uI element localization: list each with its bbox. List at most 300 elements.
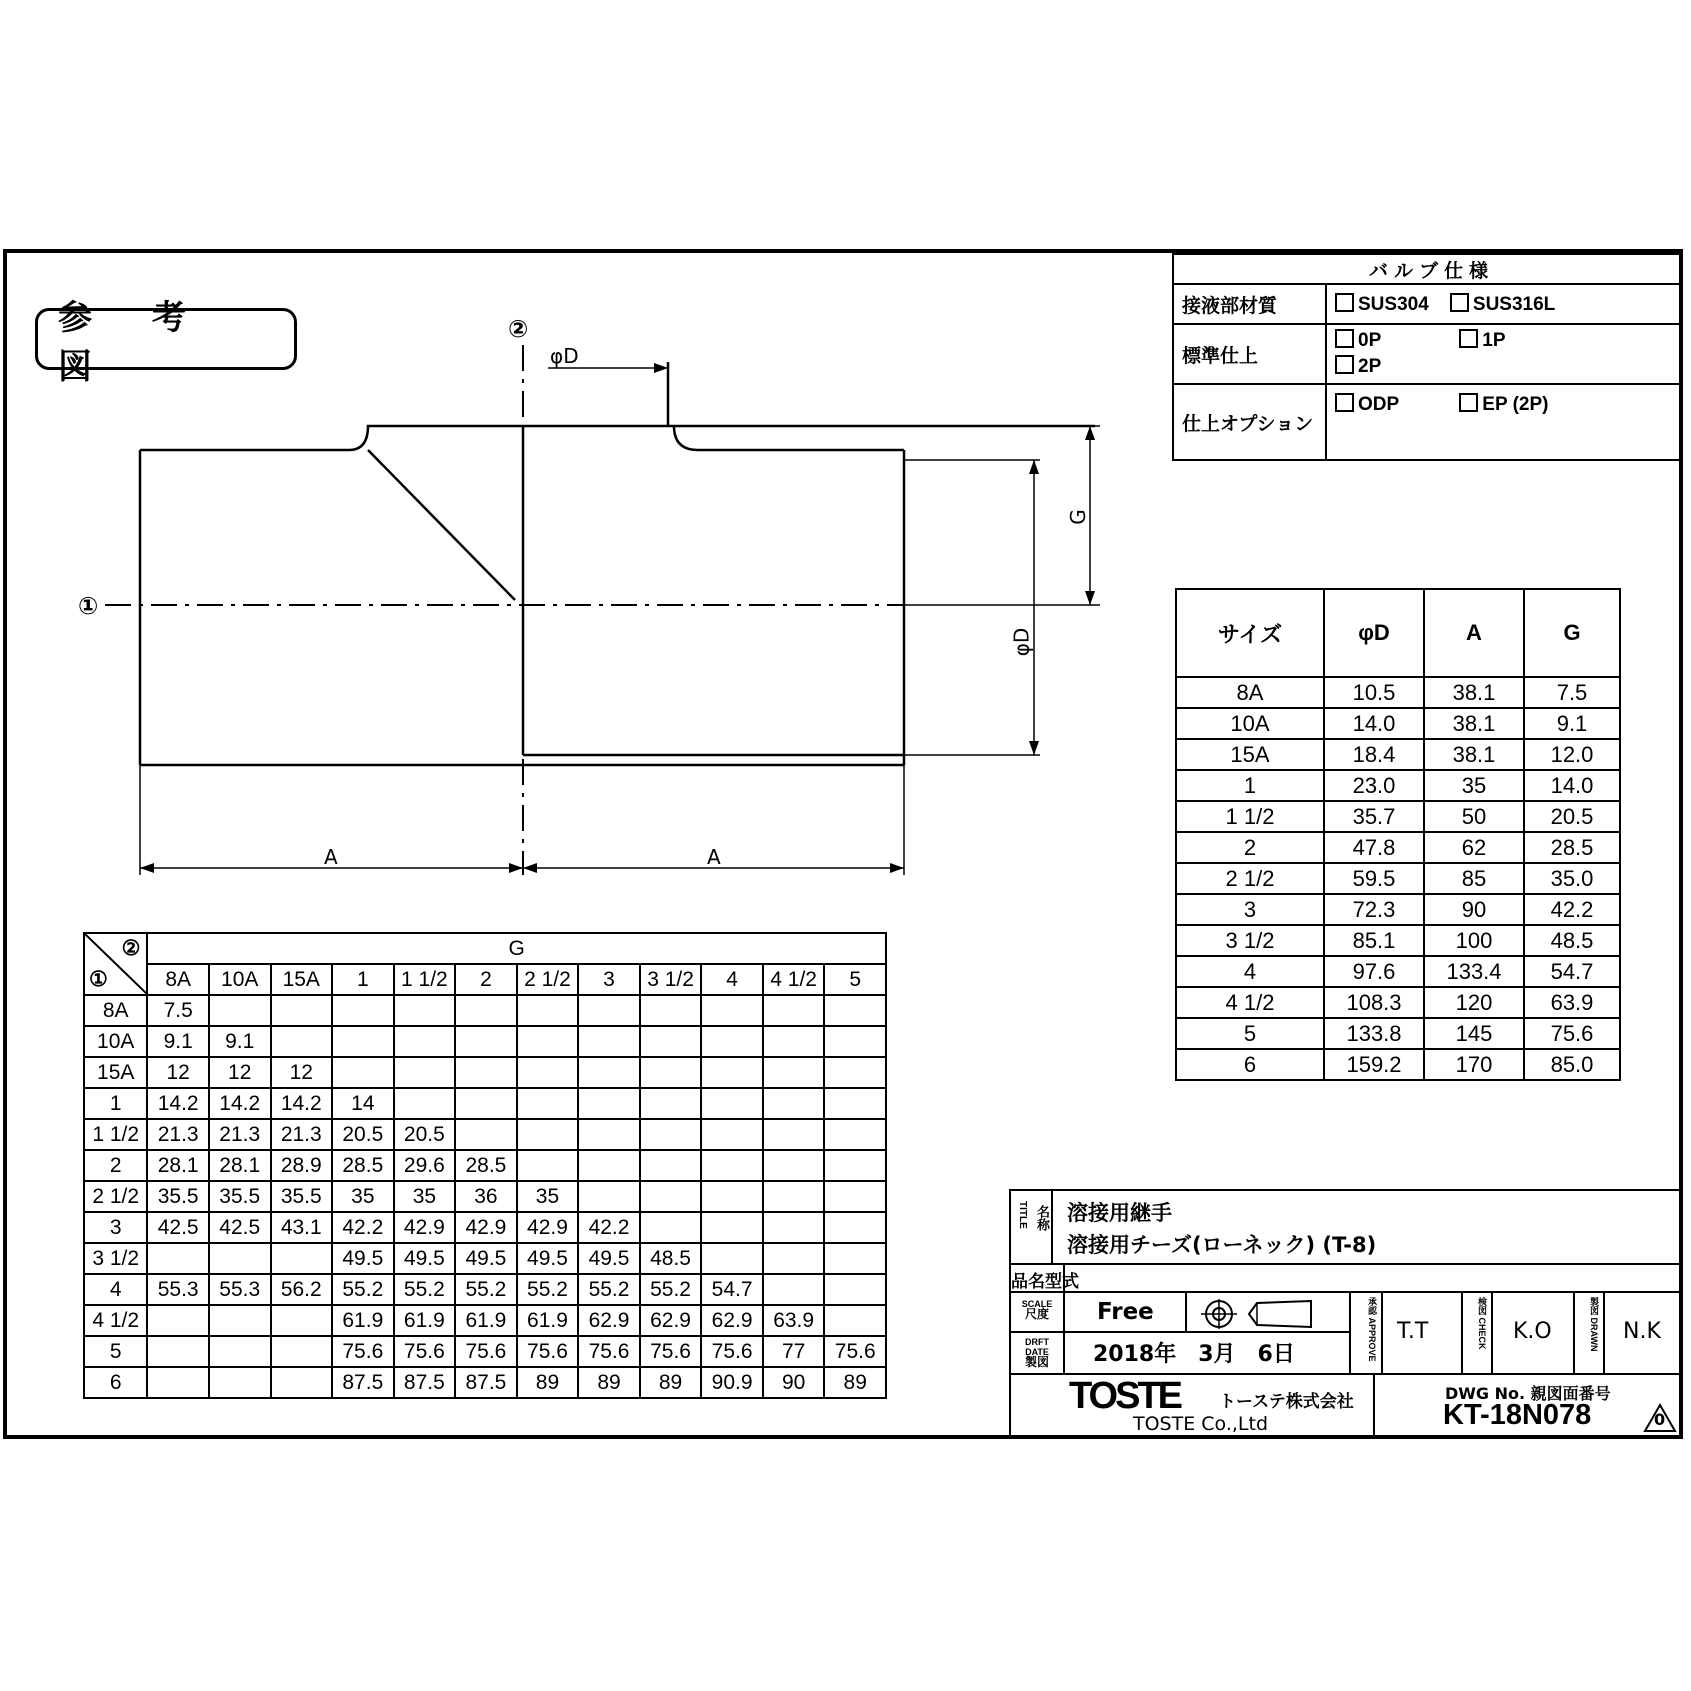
g-cell xyxy=(824,1305,886,1336)
title-line1: 溶接用継手 xyxy=(1067,1201,1172,1225)
g-cell: 35.5 xyxy=(209,1181,271,1212)
size-cell: 42.2 xyxy=(1524,894,1620,925)
g-row-label: 6 xyxy=(84,1367,147,1398)
size-cell: 38.1 xyxy=(1424,739,1524,770)
g-cell: 62.9 xyxy=(701,1305,763,1336)
size-cell: 6 xyxy=(1176,1049,1324,1080)
g-cell: 9.1 xyxy=(147,1026,209,1057)
g-cell: 12 xyxy=(209,1057,271,1088)
size-cell: 9.1 xyxy=(1524,708,1620,739)
g-cell xyxy=(763,995,825,1026)
size-cell: 85.1 xyxy=(1324,925,1424,956)
dwg-number: KT-18N078 xyxy=(1443,1399,1592,1431)
size-row xyxy=(1176,770,1620,801)
g-cell xyxy=(517,1057,579,1088)
g-cell xyxy=(209,1243,271,1274)
size-cell: 133.4 xyxy=(1424,956,1524,987)
size-header: A xyxy=(1424,589,1524,677)
g-cell: 29.6 xyxy=(394,1150,456,1181)
g-cell xyxy=(271,1243,333,1274)
g-cell: 21.3 xyxy=(147,1119,209,1150)
spec-options-material: SUS304 SUS316L xyxy=(1326,284,1682,324)
g-cell xyxy=(701,1181,763,1212)
size-row xyxy=(1176,925,1620,956)
size-cell: 159.2 xyxy=(1324,1049,1424,1080)
g-cell: 55.2 xyxy=(640,1274,702,1305)
g-cell xyxy=(640,1057,702,1088)
size-cell: 4 xyxy=(1176,956,1324,987)
g-cell xyxy=(517,1119,579,1150)
g-column-header: 15A xyxy=(271,964,333,995)
g-cell xyxy=(640,1181,702,1212)
size-cell: 133.8 xyxy=(1324,1018,1424,1049)
g-cell xyxy=(517,1088,579,1119)
size-cell: 8A xyxy=(1176,677,1324,708)
g-cell xyxy=(578,1057,640,1088)
G-dim-label: G xyxy=(1065,509,1090,525)
size-cell: 15A xyxy=(1176,739,1324,770)
g-cell xyxy=(455,1119,517,1150)
projection-symbol-icon xyxy=(1201,1299,1321,1329)
size-cell: 14.0 xyxy=(1524,770,1620,801)
size-cell: 170 xyxy=(1424,1049,1524,1080)
size-cell: 50 xyxy=(1424,801,1524,832)
g-cell: 48.5 xyxy=(640,1243,702,1274)
g-column-header: 2 1/2 xyxy=(517,964,579,995)
g-row xyxy=(84,1181,886,1212)
reference-label: 参 考 図 xyxy=(35,308,297,370)
g-row xyxy=(84,1243,886,1274)
g-cell: 14.2 xyxy=(209,1088,271,1119)
axis1-label: ① xyxy=(78,592,99,620)
phiD-top-label: φD xyxy=(550,344,579,368)
date-tag: DRFT DATE 製図 xyxy=(1024,1337,1049,1369)
g-cell xyxy=(824,1243,886,1274)
g-cell: 35 xyxy=(332,1181,394,1212)
g-cell xyxy=(763,1212,825,1243)
g-cell xyxy=(824,995,886,1026)
g-cell: 28.5 xyxy=(455,1150,517,1181)
g-cell: 90.9 xyxy=(701,1367,763,1398)
g-cell xyxy=(394,1057,456,1088)
size-cell: 5 xyxy=(1176,1018,1324,1049)
size-cell: 59.5 xyxy=(1324,863,1424,894)
g-cell: 28.1 xyxy=(147,1150,209,1181)
spec-label-option: 仕上オプション xyxy=(1173,384,1326,460)
g-cell: 14.2 xyxy=(271,1088,333,1119)
g-row-label: 4 1/2 xyxy=(84,1305,147,1336)
g-cell: 7.5 xyxy=(147,995,209,1026)
g-cell xyxy=(455,995,517,1026)
title-tag: TITLE xyxy=(1017,1201,1028,1229)
g-cell: 55.2 xyxy=(578,1274,640,1305)
g-cell: 55.2 xyxy=(517,1274,579,1305)
checkbox-icon[interactable] xyxy=(1335,355,1354,374)
g-cell: 90 xyxy=(763,1367,825,1398)
size-cell: 85 xyxy=(1424,863,1524,894)
size-cell: 72.3 xyxy=(1324,894,1424,925)
size-cell: 23.0 xyxy=(1324,770,1424,801)
g-cell xyxy=(147,1336,209,1367)
g-cell xyxy=(455,1088,517,1119)
size-header: G xyxy=(1524,589,1620,677)
g-cell: 49.5 xyxy=(394,1243,456,1274)
g-row-label: 1 1/2 xyxy=(84,1119,147,1150)
size-cell: 12.0 xyxy=(1524,739,1620,770)
g-cell xyxy=(701,1150,763,1181)
g-group-header: G xyxy=(147,933,886,964)
size-header: φD xyxy=(1324,589,1424,677)
g-cell xyxy=(763,1057,825,1088)
g-row xyxy=(84,1336,886,1367)
g-cell: 21.3 xyxy=(271,1119,333,1150)
size-cell: 85.0 xyxy=(1524,1049,1620,1080)
g-cell: 75.6 xyxy=(455,1336,517,1367)
g-cell xyxy=(332,995,394,1026)
g-cell xyxy=(147,1243,209,1274)
checkbox-icon[interactable] xyxy=(1459,329,1478,348)
g-cell: 75.6 xyxy=(824,1336,886,1367)
g-cell: 75.6 xyxy=(640,1336,702,1367)
g-cell: 75.6 xyxy=(394,1336,456,1367)
g-cell: 49.5 xyxy=(455,1243,517,1274)
g-cell xyxy=(578,1088,640,1119)
g-row-label: 4 xyxy=(84,1274,147,1305)
size-cell: 38.1 xyxy=(1424,708,1524,739)
g-cell xyxy=(701,995,763,1026)
g-cell xyxy=(824,1150,886,1181)
g-cell: 28.1 xyxy=(209,1150,271,1181)
size-cell: 35 xyxy=(1424,770,1524,801)
spec-options-option: ODP EP (2P) xyxy=(1326,384,1682,460)
g-cell: 14.2 xyxy=(147,1088,209,1119)
scale-value: Free xyxy=(1097,1299,1154,1325)
g-column-header: 10A xyxy=(209,964,271,995)
valve-spec-table xyxy=(1172,253,1683,461)
g-cell xyxy=(578,1119,640,1150)
g-row-label: 8A xyxy=(84,995,147,1026)
size-cell: 14.0 xyxy=(1324,708,1424,739)
g-column-header: 1 xyxy=(332,964,394,995)
size-cell: 3 1/2 xyxy=(1176,925,1324,956)
size-cell: 75.6 xyxy=(1524,1018,1620,1049)
g-cell xyxy=(824,1212,886,1243)
g-cell: 49.5 xyxy=(578,1243,640,1274)
g-cell: 42.5 xyxy=(147,1212,209,1243)
g-cell xyxy=(763,1181,825,1212)
g-cell: 63.9 xyxy=(763,1305,825,1336)
g-column-header: 4 1/2 xyxy=(763,964,825,995)
scale-tag: SCALE 尺度 xyxy=(1021,1299,1053,1321)
g-cell xyxy=(209,1336,271,1367)
check-value: K.O xyxy=(1513,1319,1552,1344)
g-cell xyxy=(517,1026,579,1057)
g-cell: 36 xyxy=(455,1181,517,1212)
size-cell: 1 xyxy=(1176,770,1324,801)
size-row xyxy=(1176,987,1620,1018)
g-cell xyxy=(209,1367,271,1398)
g-row-label: 2 1/2 xyxy=(84,1181,147,1212)
g-cell xyxy=(824,1026,886,1057)
g-column-header: 4 xyxy=(701,964,763,995)
g-cell: 21.3 xyxy=(209,1119,271,1150)
size-row xyxy=(1176,708,1620,739)
size-row xyxy=(1176,832,1620,863)
g-cell: 55.3 xyxy=(209,1274,271,1305)
g-cell xyxy=(147,1367,209,1398)
g-cell: 55.2 xyxy=(394,1274,456,1305)
g-row xyxy=(84,1026,886,1057)
g-cell: 20.5 xyxy=(394,1119,456,1150)
g-cell xyxy=(147,1305,209,1336)
g-cell: 12 xyxy=(271,1057,333,1088)
g-cell xyxy=(332,1026,394,1057)
revision-value: 0 xyxy=(1654,1410,1666,1429)
size-cell: 10A xyxy=(1176,708,1324,739)
g-cell xyxy=(640,1150,702,1181)
checkbox-icon[interactable] xyxy=(1335,293,1354,312)
g-cell xyxy=(763,1119,825,1150)
g-row-label: 3 xyxy=(84,1212,147,1243)
size-cell: 4 1/2 xyxy=(1176,987,1324,1018)
g-cell: 42.9 xyxy=(455,1212,517,1243)
g-cell: 42.2 xyxy=(332,1212,394,1243)
g-cell xyxy=(701,1088,763,1119)
g-cell: 35.5 xyxy=(271,1181,333,1212)
g-cell: 89 xyxy=(517,1367,579,1398)
size-cell: 7.5 xyxy=(1524,677,1620,708)
size-cell: 10.5 xyxy=(1324,677,1424,708)
g-cell: 35.5 xyxy=(147,1181,209,1212)
spec-label-material: 接液部材質 xyxy=(1173,284,1326,324)
valve-spec-title: バルブ仕様 xyxy=(1173,254,1682,284)
g-cell: 89 xyxy=(824,1367,886,1398)
g-cell xyxy=(701,1212,763,1243)
g-cell: 75.6 xyxy=(332,1336,394,1367)
phiD-side-label: φD xyxy=(1009,627,1034,657)
g-cell xyxy=(271,995,333,1026)
g-cell xyxy=(763,1150,825,1181)
g-cell: 62.9 xyxy=(640,1305,702,1336)
checkbox-icon[interactable] xyxy=(1450,293,1469,312)
g-cell: 9.1 xyxy=(209,1026,271,1057)
g-cell: 55.3 xyxy=(147,1274,209,1305)
size-row xyxy=(1176,1018,1620,1049)
g-cell: 55.2 xyxy=(332,1274,394,1305)
g-cell: 55.2 xyxy=(455,1274,517,1305)
g-cell xyxy=(578,1026,640,1057)
g-cell: 75.6 xyxy=(517,1336,579,1367)
g-cell xyxy=(209,995,271,1026)
title-tag-jp: 名称 xyxy=(1035,1205,1050,1231)
g-cell: 89 xyxy=(640,1367,702,1398)
g-cell: 28.9 xyxy=(271,1150,333,1181)
spec-label-finish: 標準仕上 xyxy=(1173,324,1326,384)
g-row xyxy=(84,1150,886,1181)
size-cell: 63.9 xyxy=(1524,987,1620,1018)
A-right-label: A xyxy=(707,845,721,869)
model-label: 品名型式 xyxy=(1011,1272,1079,1292)
date-value: 2018年 3月 6日 xyxy=(1093,1342,1295,1367)
g-cell xyxy=(763,1088,825,1119)
checkbox-icon[interactable] xyxy=(1335,393,1354,412)
company-en: TOSTE Co.,Ltd xyxy=(1133,1413,1269,1435)
g-cell: 87.5 xyxy=(455,1367,517,1398)
g-cell: 28.5 xyxy=(332,1150,394,1181)
g-row-label: 5 xyxy=(84,1336,147,1367)
g-cell xyxy=(271,1367,333,1398)
g-cell xyxy=(640,1026,702,1057)
g-column-header: 1 1/2 xyxy=(394,964,456,995)
g-cell xyxy=(517,1150,579,1181)
g-row xyxy=(84,1088,886,1119)
g-table-corner xyxy=(84,933,147,995)
dwg-label: DWG No. 親図面番号 xyxy=(1445,1384,1611,1403)
g-table xyxy=(83,932,887,1399)
title-line2: 溶接用チーズ(ローネック) (T-8) xyxy=(1067,1233,1377,1257)
g-cell xyxy=(394,1026,456,1057)
axis2-label: ② xyxy=(508,315,529,343)
g-cell xyxy=(271,1305,333,1336)
size-table xyxy=(1175,588,1621,1081)
size-cell: 62 xyxy=(1424,832,1524,863)
size-row xyxy=(1176,739,1620,770)
g-cell xyxy=(394,1088,456,1119)
title-block xyxy=(1009,1189,1683,1437)
g-cell: 42.5 xyxy=(209,1212,271,1243)
g-column-header: 2 xyxy=(455,964,517,995)
g-cell xyxy=(640,1088,702,1119)
g-cell xyxy=(271,1026,333,1057)
g-cell xyxy=(517,995,579,1026)
corner-left-label: ① xyxy=(89,968,108,991)
g-cell: 77 xyxy=(763,1336,825,1367)
g-cell xyxy=(763,1026,825,1057)
A-left-label: A xyxy=(324,845,338,869)
size-cell: 20.5 xyxy=(1524,801,1620,832)
g-cell xyxy=(640,995,702,1026)
g-cell xyxy=(701,1026,763,1057)
g-cell xyxy=(763,1243,825,1274)
approve-tag: 承認 APPROVE xyxy=(1367,1297,1377,1362)
size-row xyxy=(1176,894,1620,925)
g-row-label: 1 xyxy=(84,1088,147,1119)
size-cell: 2 1/2 xyxy=(1176,863,1324,894)
checkbox-icon[interactable] xyxy=(1459,393,1478,412)
size-cell: 28.5 xyxy=(1524,832,1620,863)
check-tag: 検図 CHECK xyxy=(1477,1297,1487,1350)
size-row xyxy=(1176,956,1620,987)
g-column-header: 3 xyxy=(578,964,640,995)
size-cell: 100 xyxy=(1424,925,1524,956)
size-row xyxy=(1176,863,1620,894)
g-column-header: 5 xyxy=(824,964,886,995)
g-cell xyxy=(578,1181,640,1212)
size-cell: 38.1 xyxy=(1424,677,1524,708)
g-row xyxy=(84,1274,886,1305)
g-cell xyxy=(394,995,456,1026)
checkbox-icon[interactable] xyxy=(1335,329,1354,348)
g-cell xyxy=(701,1057,763,1088)
g-cell: 42.2 xyxy=(578,1212,640,1243)
size-header: サイズ xyxy=(1176,589,1324,677)
g-cell xyxy=(701,1243,763,1274)
g-cell: 61.9 xyxy=(455,1305,517,1336)
drawn-value: N.K xyxy=(1623,1319,1661,1344)
g-cell xyxy=(455,1057,517,1088)
g-cell xyxy=(824,1057,886,1088)
g-row xyxy=(84,1367,886,1398)
g-cell: 20.5 xyxy=(332,1119,394,1150)
g-cell: 35 xyxy=(394,1181,456,1212)
size-cell: 1 1/2 xyxy=(1176,801,1324,832)
drawn-tag: 製図 DRAWN xyxy=(1589,1297,1599,1352)
g-cell: 54.7 xyxy=(701,1274,763,1305)
g-cell: 87.5 xyxy=(332,1367,394,1398)
g-cell xyxy=(455,1026,517,1057)
tee-upper-right xyxy=(674,426,904,450)
size-cell: 35.7 xyxy=(1324,801,1424,832)
g-cell: 42.9 xyxy=(394,1212,456,1243)
size-row xyxy=(1176,1049,1620,1080)
size-cell: 47.8 xyxy=(1324,832,1424,863)
g-row-label: 10A xyxy=(84,1026,147,1057)
g-cell: 62.9 xyxy=(578,1305,640,1336)
size-cell: 3 xyxy=(1176,894,1324,925)
approve-value: T.T xyxy=(1397,1319,1429,1344)
spec-options-finish: 0P 1P 2P xyxy=(1326,324,1682,384)
g-cell: 35 xyxy=(517,1181,579,1212)
g-cell xyxy=(701,1119,763,1150)
size-cell: 97.6 xyxy=(1324,956,1424,987)
tee-outline xyxy=(140,426,1095,450)
g-cell xyxy=(763,1274,825,1305)
size-cell: 90 xyxy=(1424,894,1524,925)
g-cell: 14 xyxy=(332,1088,394,1119)
g-cell xyxy=(824,1119,886,1150)
g-cell: 75.6 xyxy=(701,1336,763,1367)
size-row xyxy=(1176,677,1620,708)
size-row xyxy=(1176,801,1620,832)
g-cell: 61.9 xyxy=(394,1305,456,1336)
g-row-label: 15A xyxy=(84,1057,147,1088)
g-row-label: 3 1/2 xyxy=(84,1243,147,1274)
g-row xyxy=(84,1057,886,1088)
size-cell: 120 xyxy=(1424,987,1524,1018)
g-row xyxy=(84,1119,886,1150)
company-jp: トーステ株式会社 xyxy=(1219,1392,1354,1412)
g-cell xyxy=(578,1150,640,1181)
g-cell xyxy=(824,1181,886,1212)
g-cell xyxy=(640,1212,702,1243)
g-row xyxy=(84,995,886,1026)
g-cell: 42.9 xyxy=(517,1212,579,1243)
g-column-header: 3 1/2 xyxy=(640,964,702,995)
g-row xyxy=(84,1305,886,1336)
g-cell: 87.5 xyxy=(394,1367,456,1398)
size-cell: 2 xyxy=(1176,832,1324,863)
g-cell xyxy=(824,1274,886,1305)
g-row xyxy=(84,1212,886,1243)
g-cell: 89 xyxy=(578,1367,640,1398)
g-cell xyxy=(271,1336,333,1367)
g-cell xyxy=(332,1057,394,1088)
g-cell xyxy=(640,1119,702,1150)
company-logo: TOSTE xyxy=(1069,1375,1180,1417)
g-cell: 49.5 xyxy=(517,1243,579,1274)
g-cell xyxy=(209,1305,271,1336)
size-cell: 35.0 xyxy=(1524,863,1620,894)
